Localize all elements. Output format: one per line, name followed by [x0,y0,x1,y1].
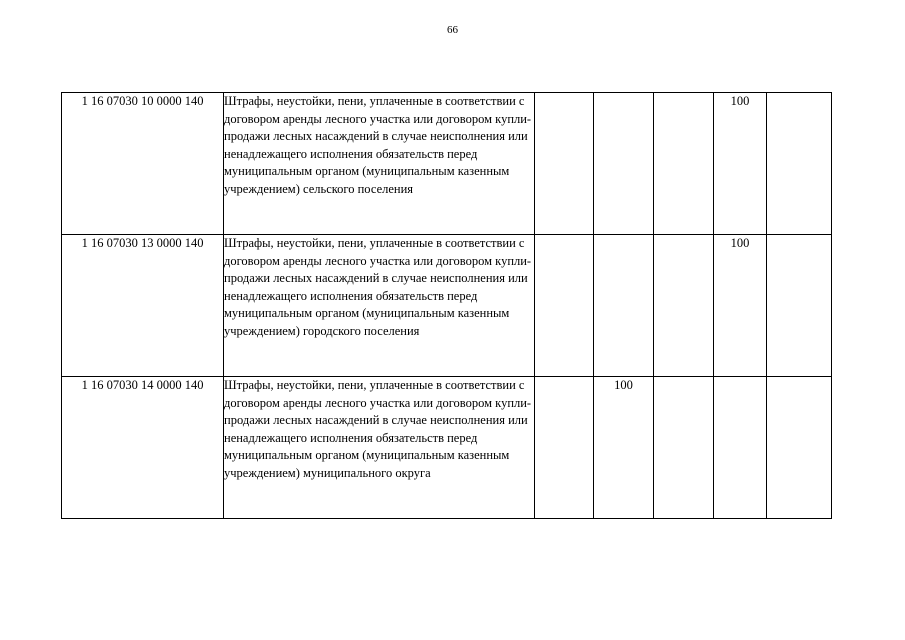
table-row [62,377,832,519]
value-cell-2 [594,93,654,235]
value-cell-5 [767,93,832,235]
income-code-cell: 1 16 07030 13 0000 140 [62,235,224,377]
value-cell-2 [594,235,654,377]
budget-classification-table [61,92,832,519]
value-cell-4 [714,377,767,519]
income-code-cell: 1 16 07030 10 0000 140 [62,93,224,235]
description-cell: Штрафы, неустойки, пени, уплаченные в соответствии с договором аренды лесного участка или договором купли-продажи лесных насаждений в случае неисполнения или ненадлежащего исполнения обязательств перед муниципальным органом (муниципальным казенным учреждением) муниципального округа [224,377,535,519]
income-code-cell: 1 16 07030 14 0000 140 [62,377,224,519]
value-cell-3 [654,93,714,235]
table-row [62,93,832,235]
value-cell-1 [535,235,594,377]
description-cell: Штрафы, неустойки, пени, уплаченные в соответствии с договором аренды лесного участка или договором купли-продажи лесных насаждений в случае неисполнения или ненадлежащего исполнения обязательств перед муниципальным органом (муниципальным казенным учреждением) сельского поселения [224,93,535,235]
value-cell-1 [535,377,594,519]
table-row [62,235,832,377]
value-cell-2: 100 [594,377,654,519]
description-cell: Штрафы, неустойки, пени, уплаченные в соответствии с договором аренды лесного участка или договором купли-продажи лесных насаждений в случае неисполнения или ненадлежащего исполнения обязательств перед муниципальным органом (муниципальным казенным учреждением) городского поселения [224,235,535,377]
value-cell-3 [654,235,714,377]
value-cell-5 [767,235,832,377]
value-cell-1 [535,93,594,235]
value-cell-5 [767,377,832,519]
value-cell-3 [654,377,714,519]
value-cell-4: 100 [714,93,767,235]
value-cell-4: 100 [714,235,767,377]
page-number: 66 [447,24,458,36]
